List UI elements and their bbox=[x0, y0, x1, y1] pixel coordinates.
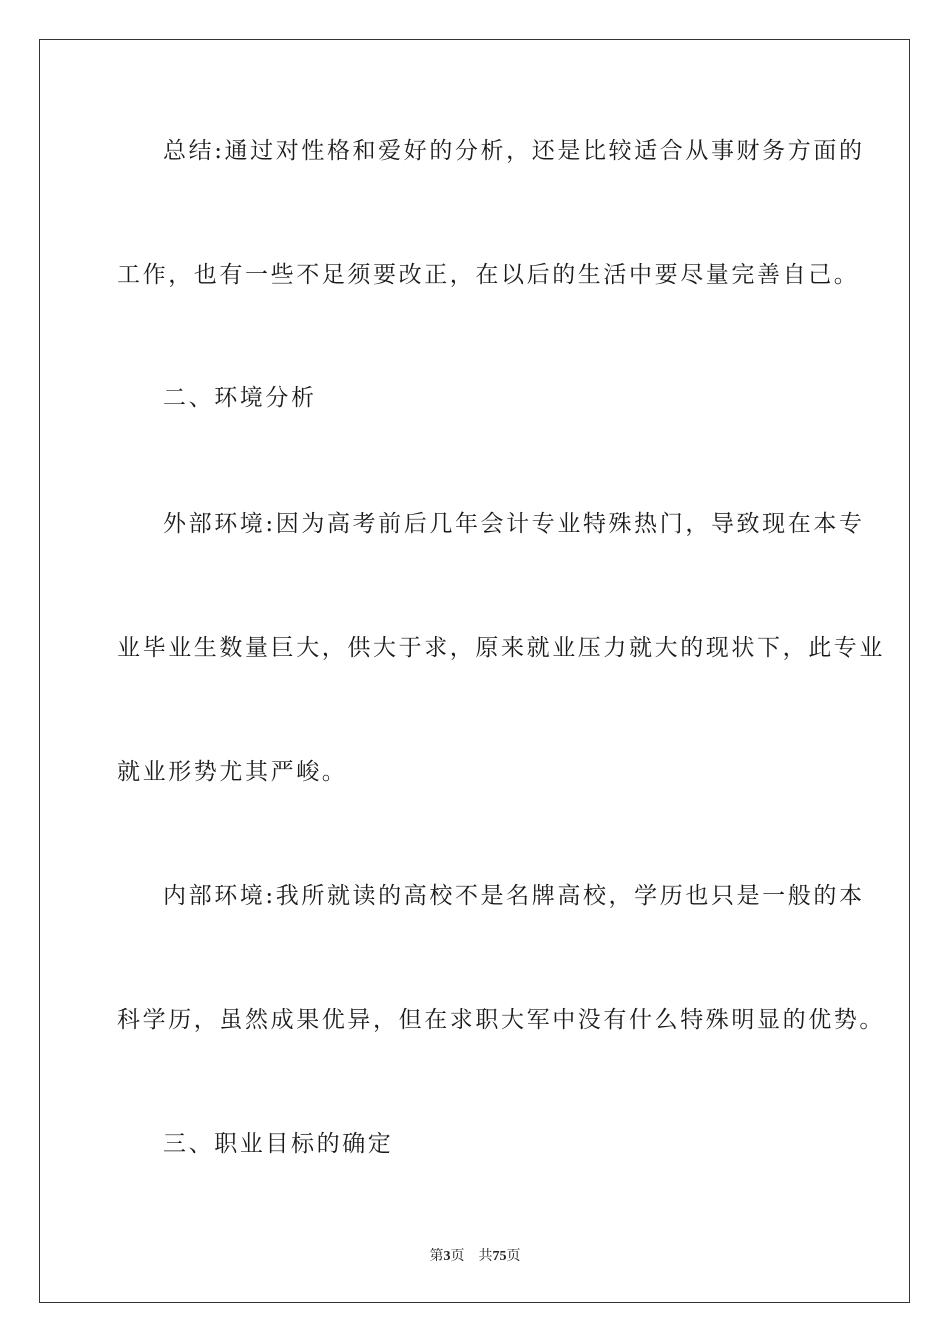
footer-page-number: 3 bbox=[443, 1249, 451, 1264]
external-env-line-2: 业毕业生数量巨大，供大于求，原来就业压力就大的现状下，此专业 bbox=[117, 635, 885, 661]
external-env-line-1: 外部环境:因为高考前后几年会计专业特殊热门，导致现在本专 bbox=[163, 511, 865, 537]
internal-env-line-1: 内部环境:我所就读的高校不是名牌高校，学历也只是一般的本 bbox=[163, 883, 865, 909]
page-border bbox=[39, 39, 910, 1303]
internal-env-line-2: 科学历，虽然成果优异，但在求职大军中没有什么特殊明显的优势。 bbox=[117, 1007, 885, 1033]
footer-total-prefix: 共 bbox=[478, 1249, 493, 1264]
section-heading-career-goal: 三、职业目标的确定 bbox=[163, 1131, 394, 1157]
page-footer bbox=[0, 1248, 950, 1266]
footer-total-suffix: 页 bbox=[506, 1249, 521, 1264]
summary-line-2: 工作，也有一些不足须要改正，在以后的生活中要尽量完善自己。 bbox=[117, 262, 860, 288]
footer-total-pages: 75 bbox=[492, 1249, 507, 1264]
summary-line-1: 总结:通过对性格和爱好的分析，还是比较适合从事财务方面的 bbox=[163, 138, 865, 164]
section-heading-environment: 二、环境分析 bbox=[163, 385, 317, 411]
footer-page-suffix: 页 bbox=[450, 1249, 465, 1264]
footer-page-prefix: 第 bbox=[429, 1249, 444, 1264]
external-env-line-3: 就业形势尤其严峻。 bbox=[117, 759, 348, 785]
